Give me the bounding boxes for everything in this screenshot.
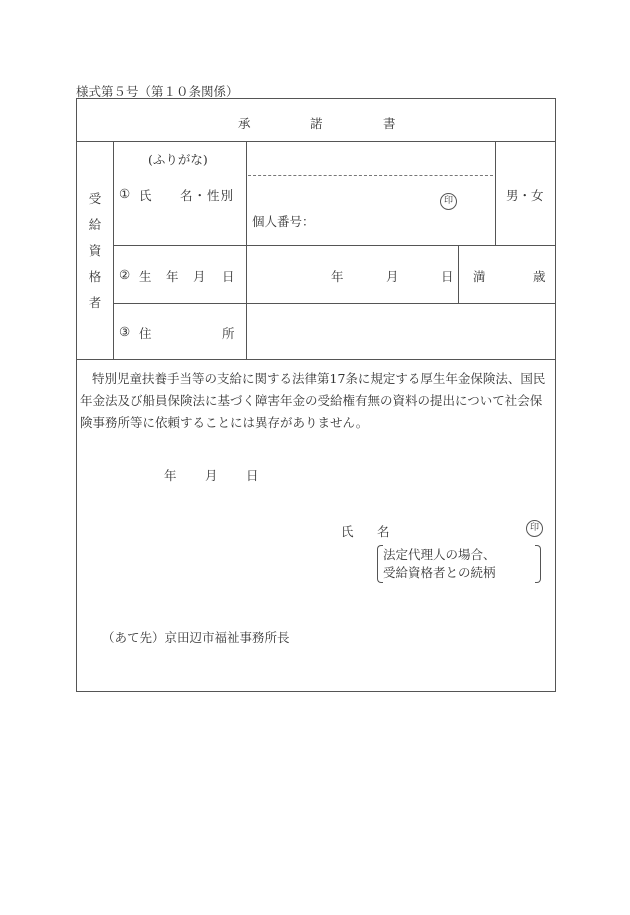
signature-input[interactable] [395,516,515,540]
title-char-3: 書 [383,116,396,131]
relationship-note-line2: 受給資格者との続柄 [383,565,496,580]
address-label-right: 所 [222,326,235,341]
divider-row3 [76,359,556,360]
birth-year-unit: 年 [331,269,344,284]
birthdate-label-char: 生 [139,269,152,284]
consent-day-unit: 日 [246,468,259,483]
consent-date-input[interactable] [150,460,270,486]
personal-number-input[interactable] [315,210,485,232]
birth-day-unit: 日 [441,269,454,284]
divider-sex-col [495,141,496,245]
consent-year-unit: 年 [164,468,177,483]
name-label-left: 氏 [139,188,152,203]
title-char-2: 諾 [310,116,323,131]
furigana-input[interactable] [252,146,492,172]
applicant-vertical-label: 受給資格者 [88,191,102,310]
address-label-left: 住 [139,326,152,341]
furigana-divider [248,175,493,176]
birth-month-unit: 月 [386,269,399,284]
addressee: （あて先）京田辺市福祉事務所長 [102,630,290,645]
form-number-header: 様式第５号（第１０条関係） [76,84,239,99]
furigana-label: (ふりがな) [148,152,208,167]
divider-title [76,141,556,142]
relationship-note-line1: 法定代理人の場合、 [383,547,496,562]
signature-label-left: 氏 [341,524,354,539]
signature-label-right: 名 [377,524,390,539]
age-suffix: 歳 [533,269,546,284]
signature-seal-icon: 印 [526,520,543,537]
address-input[interactable] [252,308,550,354]
divider-age-col [458,245,459,303]
age-prefix: 満 [473,269,486,284]
consent-month-unit: 月 [205,468,218,483]
right-bracket-icon [535,545,541,583]
sex-options[interactable]: 男・女 [506,188,544,203]
birthdate-label-char: 年 [166,269,179,284]
name-label-right: 名・性別 [180,188,235,203]
name-input[interactable] [252,180,432,204]
birthdate-label-char: 日 [222,269,235,284]
address-row-number: ③ [119,324,131,339]
name-row-number: ① [119,186,131,201]
divider-vlabel [113,141,114,359]
consent-text: 特別児童扶養手当等の支給に関する法律第17条に規定する厚生年金保険法、国民年金法及び船員保険法に基づく障害年金の受給権有無の資料の提出について社会保険事務所等に依頼することには異存がありません。 [80,371,546,430]
divider-row2 [113,303,556,304]
birthdate-row-number: ② [119,267,131,282]
seal-icon: 印 [440,193,457,210]
age-input[interactable] [490,260,530,286]
divider-row1 [113,245,556,246]
birthdate-label-char: 月 [193,269,206,284]
personal-number-label: 個人番号： [252,214,315,229]
divider-label-col [246,141,247,359]
birthdate-input[interactable] [252,250,452,298]
title-char-1: 承 [238,116,251,131]
